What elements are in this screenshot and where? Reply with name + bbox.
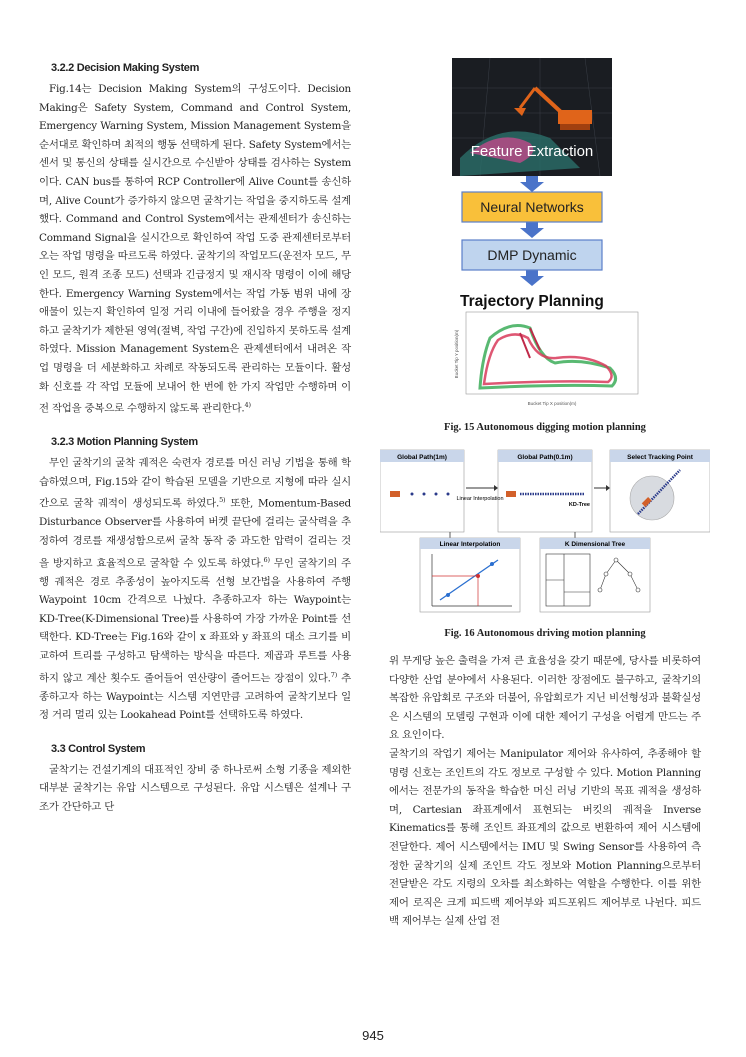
figure-15-caption: Fig. 15 Autonomous digging motion planning bbox=[444, 422, 646, 433]
panel-title-select-tracking: Select Tracking Point bbox=[627, 454, 693, 461]
figure-15 bbox=[380, 58, 710, 410]
left-column bbox=[39, 62, 351, 817]
arrow-label-linear-interpolation: Linear Interpolation bbox=[456, 496, 504, 502]
reference-4: 4) bbox=[244, 401, 251, 410]
box-dmp-dynamic: DMP Dynamic bbox=[487, 247, 577, 263]
box-trajectory-planning: Trajectory Planning bbox=[460, 293, 604, 310]
section-heading-motion-planning: 3.2.3 Motion Planning System bbox=[51, 436, 198, 449]
section-heading-decision-making: 3.2.2 Decision Making System bbox=[51, 62, 200, 74]
paragraph-joint-control: 굴착기의 작업기 제어는 Manipulator 제어와 유사하여, 추종해야 할 명령 신호는 조인트의 각도 정보로 구성할 수 있다. Motion Planning에서는 전문가의 동작을 학습한 머신 러닝 기반의 목표 궤적을 생성하며, Cartesian 좌표계에서 표현되는 버킷의 궤적을 Inverse Kinematics를 통해 조인트 좌표계의 값으로 변환하여 제어 시스템에 전달한다. 제어 시스템에서는 IMU 및 Swing Sensor를 사용하여 측정한 굴착기의 실제 조인트 각도 정보와 Motion Planning으로부터 전달받은 각도 지령의 오차를 최소화하는 역할을 수행한다. 이를 위한 제어 로직은 크게 피드백 제어부와 피드포워드 제어부로 나뉜다. 피드백 제어부는 실제 산업 전 bbox=[389, 747, 701, 928]
page-number: 945 bbox=[362, 1028, 384, 1043]
paragraph-decision-making: Fig.14는 Decision Making System의 구성도이다. Decision Making은 Safety System, Command and Control System, Emergency Warning System, Mission Management System을 순서대로 확인하며 최적의 행동 선택하게 된다. Safety System에서는 센서 및 통신의 상태를 실시간으로 수신받아 상태를 검사하는 System이다. CAN bus를 통하여 RCP Controller에 Alive Count를 송신하며, Alive Count가 증가하지 않으면 굴착기는 작업을 중지하도록 설계했다. Command and Control System에서는 관제센터가 송신하는 Command Signal을 실시간으로 확인하여 작업 도중 관제센터로부터 오는 작업 명령을 따르도록 하였다. 굴착기의 작업모드(운전자 모드, 무인 모드, 원격 조종 모드) 선택과 긴급정지 및 재시작 명령이 이에 해당한다. Emergency Warning System에서는 작업 가동 범위 내에 장애물이 있는지 확인하여 일정 거리 이내에 들어왔을 경우 주행을 정지하고 굴착기가 제한된 영역(절벽, 작업 구간)에 진입하지 못하도록 설계하였다. Mission Management System은 관제센터에서 내려온 작업 명령을 더 세분화하고 차례로 작동되도록 관리하는 모듈이다. 활성화 신호를 각 작업 모듈에 보내어 한 번에 한 가지 작업만 수행하며 이전 작업을 중복으로 수행하지 않도록 관리한다.$^{4)}$ bbox=[39, 83, 351, 415]
panel-title-global-path-1m: Global Path(1m) bbox=[397, 454, 447, 461]
section-heading-control-system: 3.3 Control System bbox=[51, 742, 146, 755]
arrow-kd-tree bbox=[594, 485, 610, 491]
figure-16 bbox=[380, 448, 710, 618]
reference-7: 7) bbox=[330, 670, 338, 679]
figure-16-caption: Fig. 16 Autonomous driving motion planning bbox=[444, 628, 646, 639]
paragraph-control-system: 굴착기는 건설기계의 대표적인 장비 중 하나로써 소형 기종을 제외한 대부분 굴착기는 유압 시스템으로 구성된다. 유압 시스템은 설계나 구조가 간단하고 단 bbox=[39, 763, 351, 814]
paragraph-motion-planning: 무인 굴착기의 굴착 궤적은 숙련자 경로를 머신 러닝 기법을 통해 학습하였으며, Fig.15와 같이 학습된 모델을 기반으로 지형에 따라 실시간으로 굴착 궤적이 생성되도록 하였다.$^{5)}$ 또한, Momentum-Based Disturbance Observer를 사용하여 버켓 끝단에 걸리는 굴삭력을 추정하여 경로를 재생성함으로써 굴착 동작 중 과도한 압력이 걸리는 것을 방지하고 효율적으로 굴착할 수 있도록 하였다.$^{6)}$ 무인 굴착기의 주행 궤적은 경로 추종성이 높아지도록 선형 보간법을 사용하여 주행 Waypoint 10cm 간격으로 나눴다. 추종하고자 하는 Waypoint는 KD-Tree(K-Dimensional Tree)를 사용하여 가장 가까운 Point를 선택한다. KD-Tree는 Fig.16와 같이 x 좌표와 y 좌표의 대소 크기를 비교하여 트리를 구성하고 탐색하는 방식을 따른다. 제곱과 루트를 사용하지 않고 계산 횟수도 줄어들어 연산량이 줄어드는 장점이 있다.$^{7)}$ 추종하고자 하는 Waypoint는 시스템 지연만큼 고려하여 굴착기보다 일정 거리 멀리 있는 Lookahead Point를 선택하도록 하였다. bbox=[39, 457, 352, 722]
panel-linear-interpolation bbox=[420, 538, 520, 612]
paragraph-hydraulic-advantages: 위 무게당 높은 출력을 가져 큰 효율성을 갖기 때문에, 당사를 비롯하여 다양한 산업 분야에서 사용된다. 이러한 장점에도 불구하고, 굴착기의 복잡한 유압회로 구조와 더불어, 유압회로가 지닌 비선형성과 불확실성은 시스템의 모델링 구현과 이에 대한 제어기 구성을 어렵게 만드는 주요 요인이다. bbox=[389, 655, 701, 742]
box-feature-extraction: Feature Extraction bbox=[470, 143, 594, 160]
panel-title-k-dimensional-tree: K Dimensional Tree bbox=[564, 541, 626, 548]
plot-x-label: Bucket Tip X position(m) bbox=[527, 401, 577, 406]
panel-title-linear-interpolation: Linear Interpolation bbox=[439, 541, 501, 548]
right-column bbox=[389, 652, 701, 931]
robot-marker-icon bbox=[506, 491, 516, 497]
box-neural-networks: Neural Networks bbox=[480, 199, 584, 215]
panel-title-global-path-01m: Global Path(0.1m) bbox=[517, 454, 573, 461]
reference-6: 6) bbox=[263, 555, 270, 564]
reference-5: 5) bbox=[219, 496, 226, 505]
panel-k-dimensional-tree bbox=[540, 538, 650, 612]
robot-marker-icon bbox=[390, 491, 400, 497]
arrow-linear-interpolation bbox=[466, 485, 498, 491]
plot-y-label: Bucket Tip Y position(m) bbox=[454, 329, 459, 379]
arrow-label-kd-tree: KD-Tree bbox=[568, 502, 590, 508]
